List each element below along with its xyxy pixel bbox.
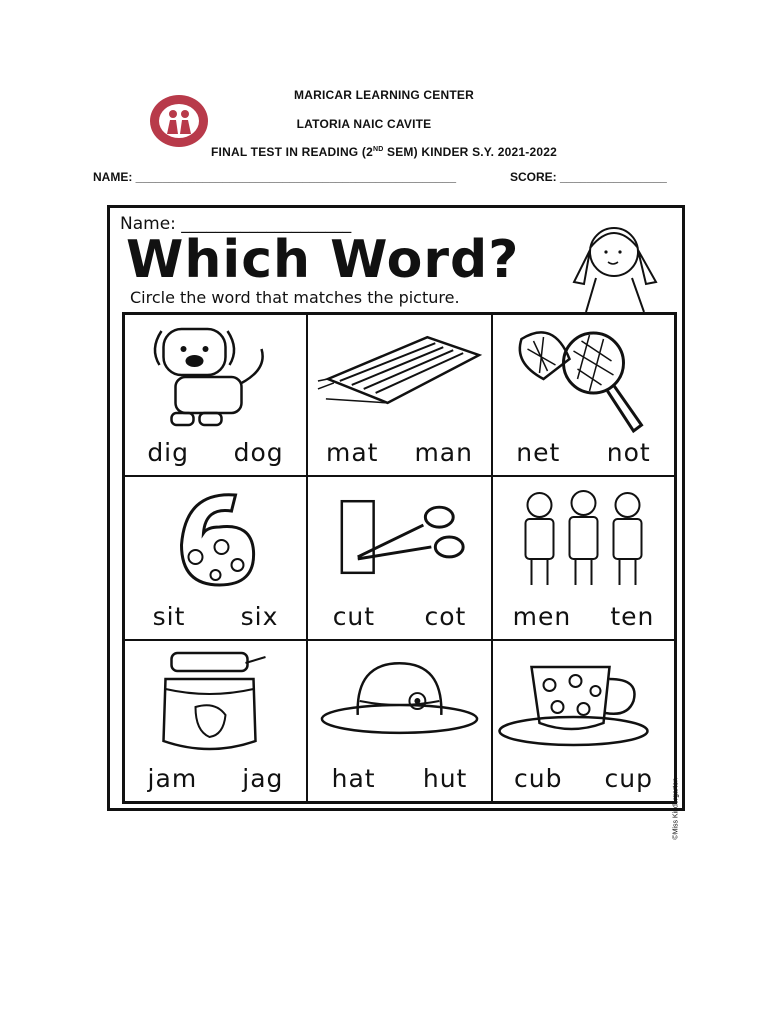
word-option[interactable]: cut xyxy=(332,602,376,631)
word-option[interactable]: ten xyxy=(610,602,655,631)
item-six xyxy=(124,476,307,640)
item-scissors xyxy=(307,476,492,640)
student-name-field[interactable]: NAME: ________________________________________________ xyxy=(93,170,457,184)
test-title xyxy=(0,145,768,159)
worksheet-instructions: Circle the word that matches the picture. xyxy=(130,288,460,307)
school-name: MARICAR LEARNING CENTER xyxy=(294,88,474,102)
word-option[interactable]: hut xyxy=(422,764,468,793)
word-option[interactable]: sit xyxy=(152,602,186,631)
item-cup xyxy=(492,640,675,802)
worksheet-name-field[interactable]: Name: ____________________ xyxy=(120,214,352,234)
hat-icon xyxy=(308,645,491,763)
school-location: LATORIA NAIC CAVITE xyxy=(296,117,432,131)
men-icon xyxy=(493,481,674,599)
score-field[interactable]: SCORE: ________________ xyxy=(510,170,667,184)
test-title-suffix: SEM) KINDER S.Y. 2021-2022 xyxy=(383,145,557,159)
word-grid xyxy=(122,312,677,804)
copyright-note: ©Miss Kindergarten xyxy=(673,778,680,840)
word-option[interactable]: net xyxy=(516,438,561,467)
word-option[interactable]: cot xyxy=(424,602,467,631)
word-option[interactable]: man xyxy=(414,438,473,467)
jam-icon xyxy=(125,645,306,763)
girl-icon xyxy=(556,212,678,312)
item-jam xyxy=(124,640,307,802)
test-title-prefix: FINAL TEST IN READING (2 xyxy=(211,145,373,159)
word-option[interactable]: six xyxy=(240,602,279,631)
six-icon xyxy=(125,481,306,599)
word-option[interactable]: mat xyxy=(325,438,379,467)
mat-icon xyxy=(308,319,491,437)
word-option[interactable]: cup xyxy=(604,764,653,793)
word-option[interactable]: hat xyxy=(331,764,376,793)
word-option[interactable]: dig xyxy=(147,438,189,467)
word-option[interactable]: jam xyxy=(147,764,198,793)
test-title-sup: ND xyxy=(372,146,384,153)
item-hat xyxy=(307,640,492,802)
word-option[interactable]: men xyxy=(512,602,572,631)
worksheet xyxy=(107,205,685,840)
scissors-icon xyxy=(308,481,491,599)
cup-icon xyxy=(493,645,674,763)
word-option[interactable]: dog xyxy=(233,438,284,467)
word-option[interactable]: not xyxy=(606,438,651,467)
item-men xyxy=(492,476,675,640)
item-mat xyxy=(307,314,492,476)
word-option[interactable]: jag xyxy=(242,764,284,793)
item-dog xyxy=(124,314,307,476)
word-option[interactable]: cub xyxy=(514,764,563,793)
dog-icon xyxy=(125,319,306,437)
item-net xyxy=(492,314,675,476)
worksheet-title: Which Word? xyxy=(126,230,520,290)
net-icon xyxy=(493,319,674,437)
